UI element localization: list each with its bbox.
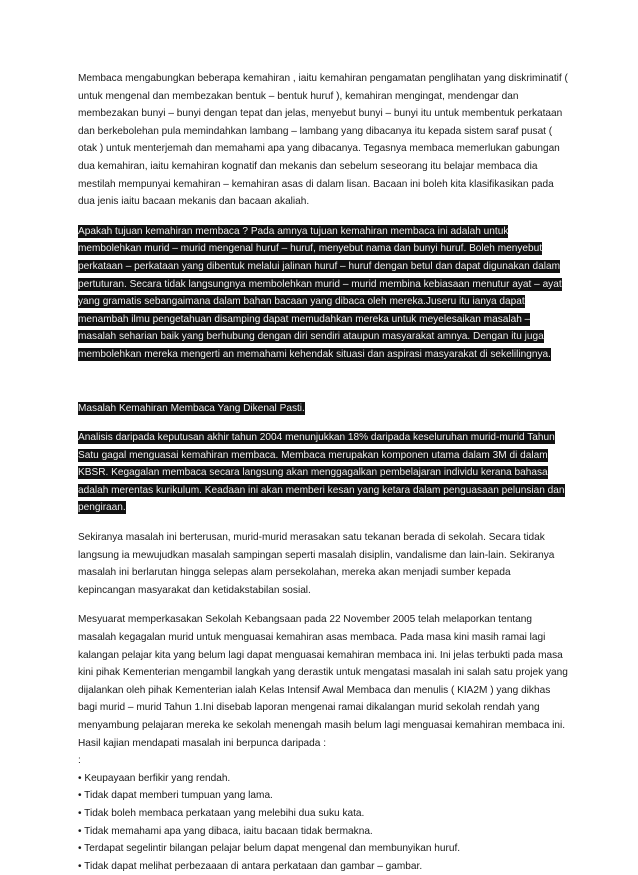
list-item: • Keupayaan berfikir yang rendah. [78,772,231,784]
meeting-paragraph: Mesyuarat memperkasakan Sekolah Kebangsaan pada 22 November 2005 telah melaporkan tentang masalah kegagalan murid untuk menguasai kemahiran asas membaca. Pada masa kini masih ramai lagi kalangan pelajar kita yang belum lagi dapat menguasai kemahiran membaca ini. Ini jelas terbukti pada masa kini pihak Kementerian mengambil langkah yang derastik untuk mengatasi masalah ini salah satu projek yang dijalankan oleh pihak Kementerian ialah Kelas Intensif Awal Membaca dan menulis ( KIA2M ) yang dikhas bagi murid – murid Tahun 1.Ini disebab laporan mengenai ramai dikalangan murid sekolah rendah yang menyambung pelajaran mereka ke sekolah menengah masih belum lagi menguasai kemahiran membaca ini. Hasil kajian mendapati masalah ini berpunca daripada : [78,614,568,749]
purpose-paragraph-text: Apakah tujuan kemahiran membaca ? Pada amnya tujuan kemahiran membaca ini adalah untuk membolehkan murid – murid mengenal huruf – huruf, menyebut nama dan bunyi huruf. Boleh menyebut perkataan – perkataan yang dibentuk melalui jalinan huruf – huruf dengan betul dan dapat digunakan dalam pertuturan. Secara tidak langsungnya membolehkan murid – murid membina kebiasaan menutur ayat – ayat yang gramatis sebangaimana dalam bahan bacaan yang dibaca oleh mereka.Juseru itu ianya dapat menambah ilmu pengetahuan disamping dapat memudahkan mereka untuk meyelesaikan masalah – masalah seharian baik yang berhubung dengan diri sendiri ataupun masyarakat amnya. Dengan itu juga membolehkan mereka mengerti an memahami kehendak situasi dan aspirasi masyarakat di sekelilingnya. [78,225,562,360]
spacer [78,211,568,223]
list-item: • Tidak memahami apa yang dibaca, iaitu bacaan tidak bermakna. [78,825,373,837]
cause-list [78,770,568,875]
consequence-paragraph: Sekiranya masalah ini berterusan, murid-murid merasakan satu tekanan berada di sekolah. Secara tidak langsung ia mewujudkan masalah sampingan seperti masalah disiplin, vandalisme dan lain-lain. Sekiranya masalah ini berlarutan hingga selepas alam persekolahan, mereka akan menjadi sumber kepada kepincangan masyarakat dan ketidakstabilan sosial. [78,532,555,596]
spacer [78,599,568,611]
list-item: • Tidak boleh membaca perkataan yang melebihi dua suku kata. [78,807,365,819]
list-item: • Terdapat segelintir bilangan pelajar belum dapat mengenal dan membunyikan huruf. [78,843,461,855]
purpose-paragraph [78,223,568,364]
document-page [78,70,568,875]
spacer [78,417,568,429]
colon-line: : [78,755,81,767]
analysis-paragraph [78,429,568,517]
spacer [78,517,568,529]
spacer [78,364,568,400]
analysis-paragraph-text: Analisis daripada keputusan akhir tahun 2004 menunjukkan 18% daripada keseluruhan murid-murid Tahun Satu gagal menguasai kemahiran membaca. Membaca merupakan komponen utama dalam 3M di dalam KBSR. Kegagalan membaca secara langsung akan menggagalkan pembelajaran individu kerana bahasa adalah merentas kurikulum. Keadaan ini akan memberi kesan yang ketara dalam penguasaan pelunsian dan pengiraan. [78,432,565,514]
section-heading-text: Masalah Kemahiran Membaca Yang Dikenal Pasti. [78,402,305,414]
list-item: • Tidak dapat memberi tumpuan yang lama. [78,790,273,802]
section-heading [78,400,568,418]
intro-paragraph: Membaca mengabungkan beberapa kemahiran , iaitu kemahiran pengamatan penglihatan yang diskriminatif ( untuk mengenal dan membezakan bentuk – bentuk huruf ), kemahiran mengingat, mendengar dan membezakan bunyi – bunyi dengan tepat dan jelas, menyebut bunyi – bunyi itu untuk membentuk perkataan dan berkebolehan pula memindahkan lambang – lambang yang dibacanya itu kepada sistem saraf pusat ( otak ) untuk menterjemah dan memahami apa yang dibacanya. Tegasnya membaca memerlukan gabungan dua kemahiran, iaitu kemahiran kognatif dan mekanis dan sebelum seseorang itu belajar membaca dia mestilah mempunyai kemahiran – kemahiran asas di dalam lisan. Bacaan ini boleh kita klasifikasikan pada dua jenis iaitu bacaan mekanis dan bacaan akaliah. [78,73,568,208]
list-item: • Tidak dapat melihat perbezaaan di antara perkataan dan gambar – gambar. [78,860,423,872]
